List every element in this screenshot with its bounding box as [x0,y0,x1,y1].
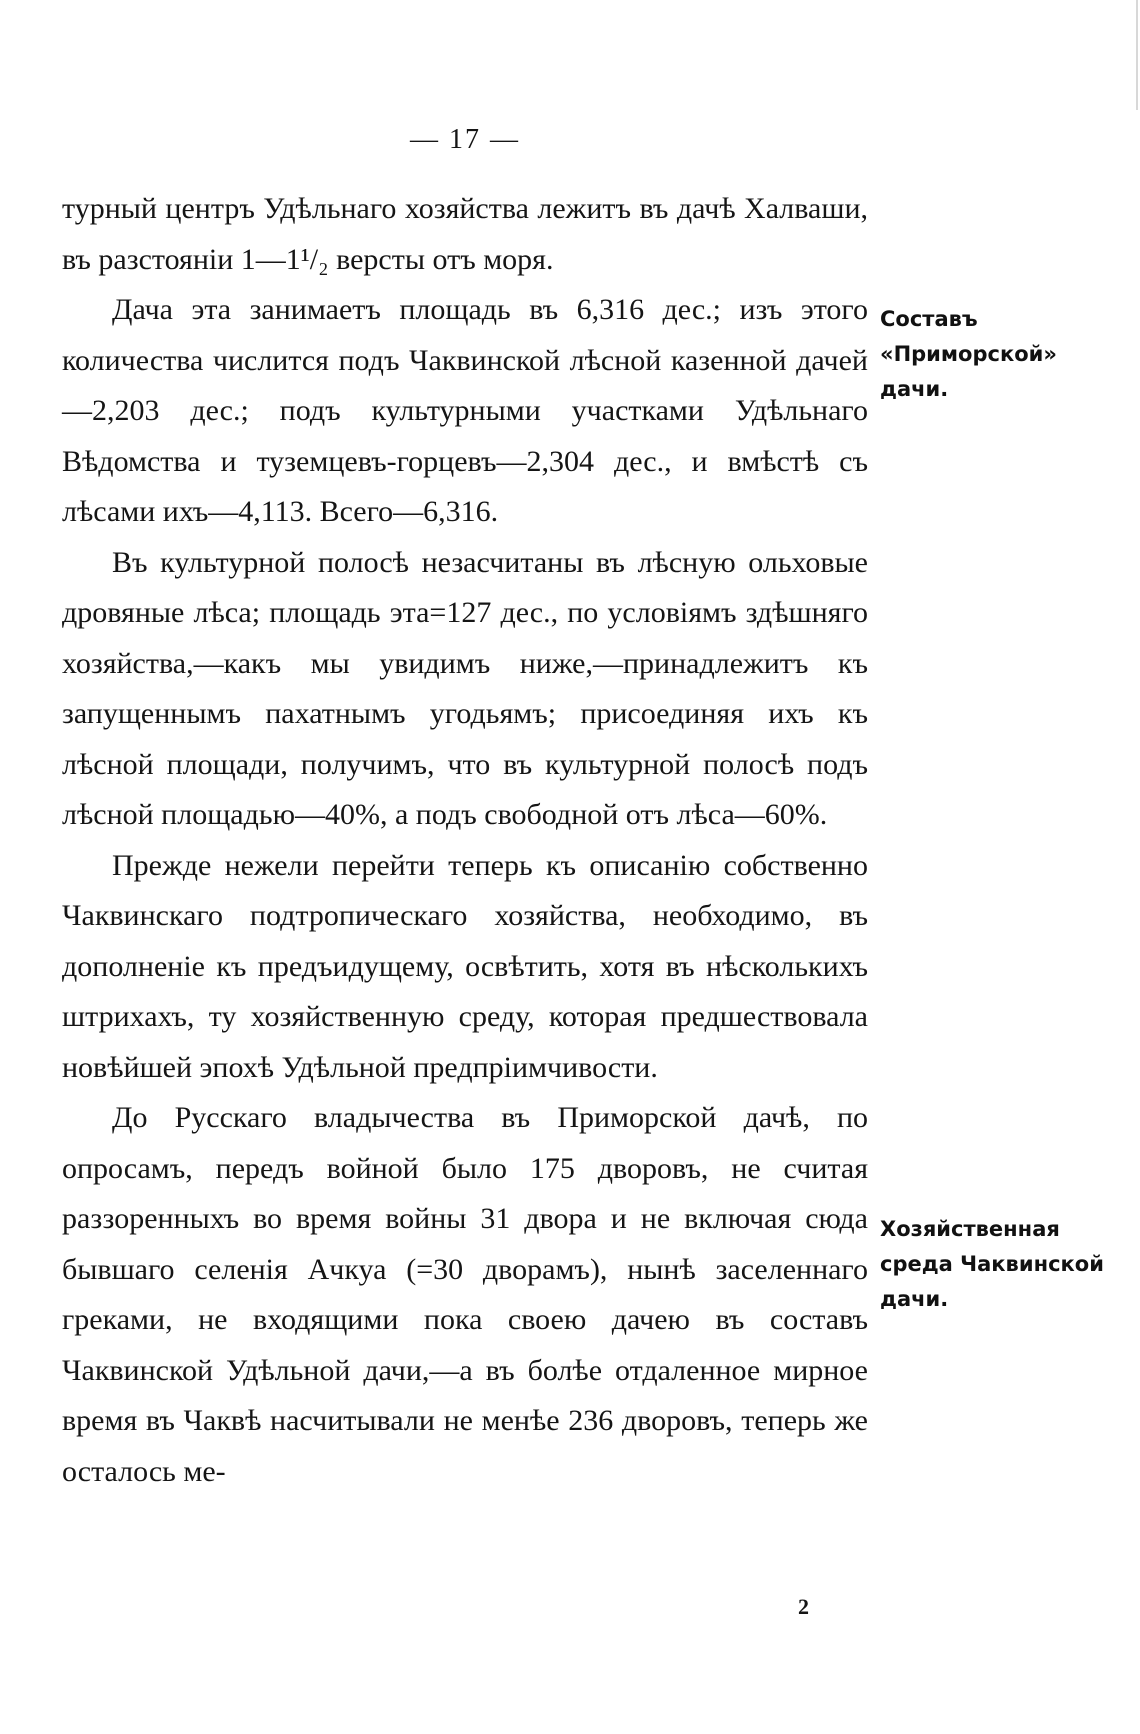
paragraph-continuation: турный центръ Удѣльнаго хозяйства лежитъ въ дачѣ Халваши, въ разстояніи 1—1¹/₂ версты отъ моря. [62,192,868,276]
signature-mark: 2 [798,1594,809,1619]
paragraph-area-composition: Дача эта занимаетъ площадь въ 6,316 дес.; изъ этого количества числится подъ Чаквинской лѣсной казенной дачей—2,203 дес.; подъ культурными участками Удѣльнаго Вѣдомства и туземцевъ-горцевъ—2,304 дес., и вмѣстѣ съ лѣсами ихъ—4,113. Всего—6,316. [62,293,868,528]
margin-note-economic-environment: Хозяйственная среда Чаквинской дачи. [880,1217,1104,1311]
paragraph-households: До Русскаго владычества въ Приморской дачѣ, по опросамъ, передъ войной было 175 дворовъ, не считая раззоренныхъ во время войны 31 двора и не включая сюда бывшаго селенія Ачкуа (=30 дворамъ), нынѣ заселеннаго греками, не входящими пока своею дачею въ составъ Чаквинской Удѣльной дачи,—а въ болѣе отдаленное мирное время въ Чаквѣ насчитывали не менѣе 236 дворовъ, теперь же осталось ме- [62,1101,868,1488]
margin-note-composition: Составъ «Приморской» дачи. [880,307,1057,401]
page-edge-line [1136,0,1138,110]
main-text [62,184,868,1497]
paragraph-transition: Прежде нежели перейти теперь къ описанію собственно Чаквинскаго подтропическаго хозяйства, необходимо, въ дополненіе къ предъидущему, освѣтить, хотя въ нѣсколькихъ штрихахъ, ту хозяйственную среду, которая предшествовала новѣйшей эпохѣ Удѣльной предпріимчивости. [62,848,868,1084]
paragraph-cultural-zone: Въ культурной полосѣ незасчитаны въ лѣсную ольховые дровяные лѣса; площадь эта=127 дес., по условіямъ здѣшняго хозяйства,—какъ мы увидимъ ниже,—принадлежитъ къ запущеннымъ пахатнымъ угодьямъ; присоединяя ихъ къ лѣсной площади, получимъ, что въ культурной полосѣ подъ лѣсной площадью—40%, а подъ свободной отъ лѣса—60%. [62,545,868,831]
page-number: — 17 — [410,124,520,155]
